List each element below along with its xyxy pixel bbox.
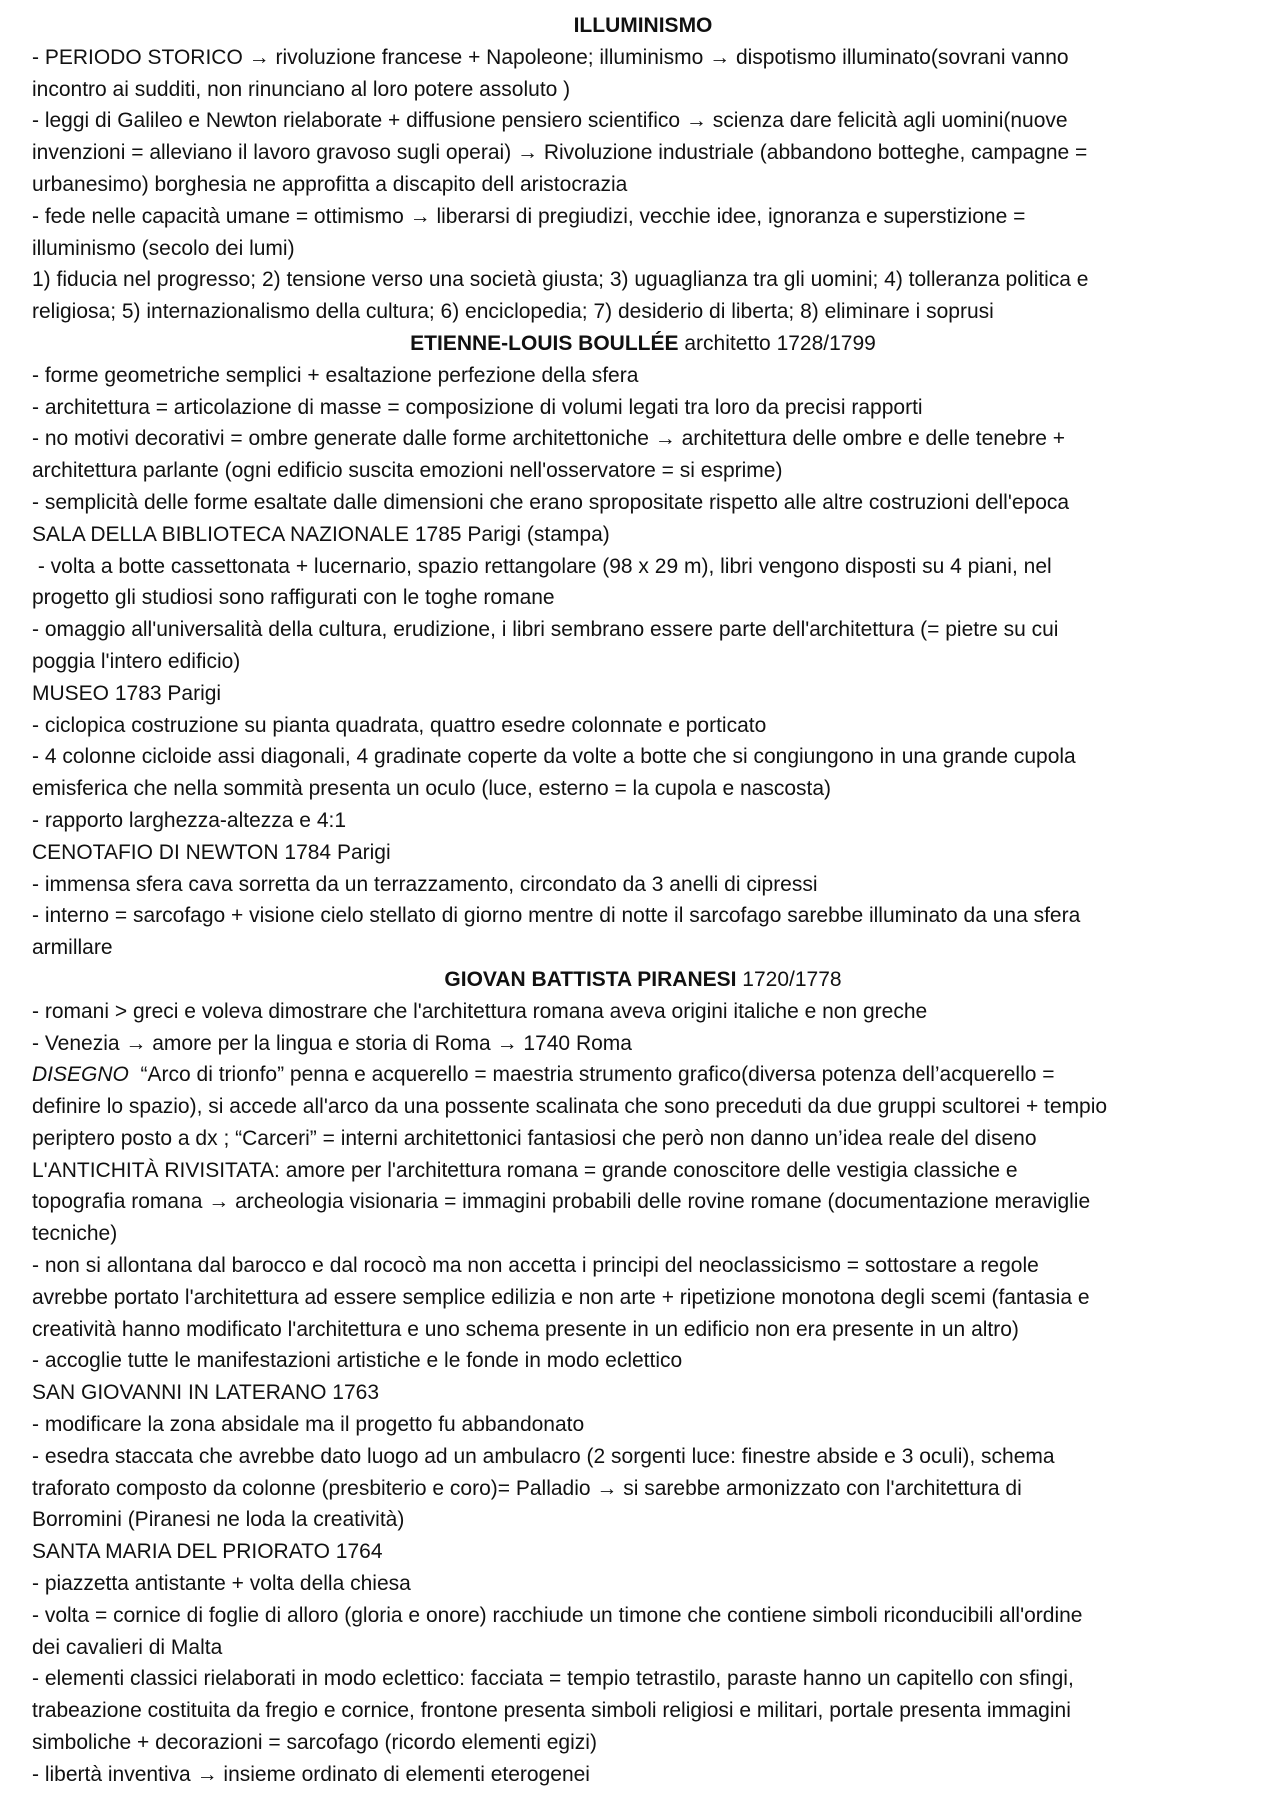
text-line: - omaggio all'universalità della cultura, erudizione, i libri sembrano essere parte dell'architettura (= pietre su cui [32,618,1059,642]
text-line: armillare [32,936,113,960]
text-line: architettura parlante (ogni edificio suscita emozioni nell'osservatore = si esprime) [32,459,783,483]
section-body-piranesi [32,996,1254,1791]
text-line: creatività hanno modificato l'architettura e uno schema presente in un edificio non era presente in un altro) [32,1317,1019,1341]
text-line: dei cavalieri di Malta [32,1635,223,1659]
section-body-boullee [32,360,1254,964]
text-line: simboliche + decorazioni = sarcofago (ricordo elementi egizi) [32,1731,597,1755]
text-line: - rapporto larghezza-altezza e 4:1 [32,808,347,832]
section-subtitle-boullee: architetto 1728/1799 [678,331,876,355]
text-line: traforato composto da colonne (presbiterio e coro)= Palladio → si sarebbe armonizzato con l'architettura di [32,1476,1022,1500]
text-line: - volta = cornice di foglie di alloro (gloria e onore) racchiude un timone che contiene simboli riconducibili all'ordine [32,1603,1083,1627]
text-line: definire lo spazio), si accede all'arco da una possente scalinata che sono preceduti da due gruppi scultorei + tempio [32,1095,1108,1119]
disegno-text: “Arco di trionfo” penna e acquerello = maestria strumento grafico(diversa potenza dell’acquerello = [128,1063,1055,1087]
section-title-boullee: ETIENNE-LOUIS BOULLÉE [410,331,679,355]
text-line: - modificare la zona absidale ma il progetto fu abbandonato [32,1413,585,1437]
text-line: MUSEO 1783 Parigi [32,681,222,705]
text-line: invenzioni = alleviano il lavoro gravoso sugli operai) → Rivoluzione industriale (abbandono botteghe, campagne = [32,141,1088,165]
text-line: - ciclopica costruzione su pianta quadrata, quattro esedre colonnate e porticato [32,713,767,737]
text-line: - no motivi decorativi = ombre generate dalle forme architettoniche → architettura delle ombre e delle tenebre + [32,427,1066,451]
text-line: - accoglie tutte le manifestazioni artistiche e le fonde in modo eclettico [32,1349,683,1373]
text-line: progetto gli studiosi sono raffigurati con le toghe romane [32,586,555,610]
text-line: - immensa sfera cava sorretta da un terrazzamento, circondato da 3 anelli di cipressi [32,872,818,896]
section-heading-piranesi [32,964,1254,996]
text-line: SAN GIOVANNI IN LATERANO 1763 [32,1381,379,1405]
section-body-illuminismo [32,42,1254,328]
text-line: SALA DELLA BIBLIOTECA NAZIONALE 1785 Parigi (stampa) [32,522,610,546]
text-line: - elementi classici rielaborati in modo eclettico: facciata = tempio tetrastilo, paraste hanno un capitello con sfingi, [32,1667,1074,1691]
text-line: illuminismo (secolo dei lumi) [32,236,295,260]
text-line: - esedra staccata che avrebbe dato luogo ad un ambulacro (2 sorgenti luce: finestre abside e 3 oculi), schema [32,1444,1055,1468]
text-line: 1) fiducia nel progresso; 2) tensione verso una società giusta; 3) uguaglianza tra gli uomini; 4) tolleranza politica e [32,268,1089,292]
text-line: incontro ai sudditi, non rinunciano al loro potere assoluto ) [32,77,571,101]
text-line: - architettura = articolazione di masse = composizione di volumi legati tra loro da precisi rapporti [32,395,923,419]
text-line: emisferica che nella sommità presenta un oculo (luce, esterno = la cupola e nascosta) [32,777,832,801]
text-line: topografia romana → archeologia visionaria = immagini probabili delle rovine romane (documentazione meraviglie [32,1190,1091,1214]
text-line: - forme geometriche semplici + esaltazione perfezione della sfera [32,363,639,387]
section-title-illuminismo: ILLUMINISMO [573,14,713,37]
text-line: - fede nelle capacità umane = ottimismo → liberarsi di pregiudizi, vecchie idee, ignoranza e superstizione = [32,204,1026,228]
text-line: - Venezia → amore per la lingua e storia di Roma → 1740 Roma [32,1031,632,1055]
section-subtitle-piranesi: 1720/1778 [736,967,842,991]
text-line: poggia l'intero edificio) [32,649,241,673]
text-line: - leggi di Galileo e Newton rielaborate + diffusione pensiero scientifico → scienza dare felicità agli uomini(nuove [32,109,1068,133]
text-line: - piazzetta antistante + volta della chiesa [32,1572,411,1596]
disegno-label: DISEGNO [32,1063,129,1087]
text-line: CENOTAFIO DI NEWTON 1784 Parigi [32,840,391,864]
section-title-piranesi: GIOVAN BATTISTA PIRANESI [444,967,737,991]
text-line: Borromini (Piranesi ne loda la creatività) [32,1508,405,1532]
text-line: avrebbe portato l'architettura ad essere semplice edilizia e non arte + ripetizione monotona degli scemi (fantasia e [32,1285,1090,1309]
text-line: SANTA MARIA DEL PRIORATO 1764 [32,1540,383,1564]
text-line: trabeazione costituita da fregio e cornice, frontone presenta simboli religiosi e militari, portale presenta immagini [32,1699,1071,1723]
text-line: religiosa; 5) internazionalismo della cultura; 6) enciclopedia; 7) desiderio di liberta; 8) eliminare i soprusi [32,300,994,324]
text-line: periptero posto a dx ; “Carceri” = interni architettonici fantasiosi che però non danno un’idea reale del diseno [32,1126,1037,1150]
text-line: - interno = sarcofago + visione cielo stellato di giorno mentre di notte il sarcofago sarebbe illuminato da una sfera [32,904,1081,928]
text-line: - semplicità delle forme esaltate dalle dimensioni che erano spropositate rispetto alle altre costruzioni dell'epoca [32,490,1070,514]
text-line: tecniche) [32,1222,118,1246]
section-heading-boullee [32,328,1254,360]
text-line: - libertà inventiva → insieme ordinato di elementi eterogenei [32,1762,590,1786]
disegno-line [32,1059,1254,1091]
text-line: - non si allontana dal barocco e dal rococò ma non accetta i principi del neoclassicismo = sottostare a regole [32,1254,1039,1278]
text-line: urbanesimo) borghesia ne approfitta a discapito dell aristocrazia [32,172,628,196]
text-line: - romani > greci e voleva dimostrare che l'architettura romana aveva origini italiche e non greche [32,999,928,1023]
text-line: - volta a botte cassettonata + lucernario, spazio rettangolare (98 x 29 m), libri vengono disposti su 4 piani, nel [32,554,1052,578]
text-line: L'ANTICHITÀ RIVISITATA: amore per l'architettura romana = grande conoscitore delle vestigia classiche e [32,1158,1018,1182]
text-line: - PERIODO STORICO → rivoluzione francese + Napoleone; illuminismo → dispotismo illuminato(sovrani vanno [32,45,1069,69]
text-line: - 4 colonne cicloide assi diagonali, 4 gradinate coperte da volte a botte che si congiungono in una grande cupola [32,745,1076,769]
